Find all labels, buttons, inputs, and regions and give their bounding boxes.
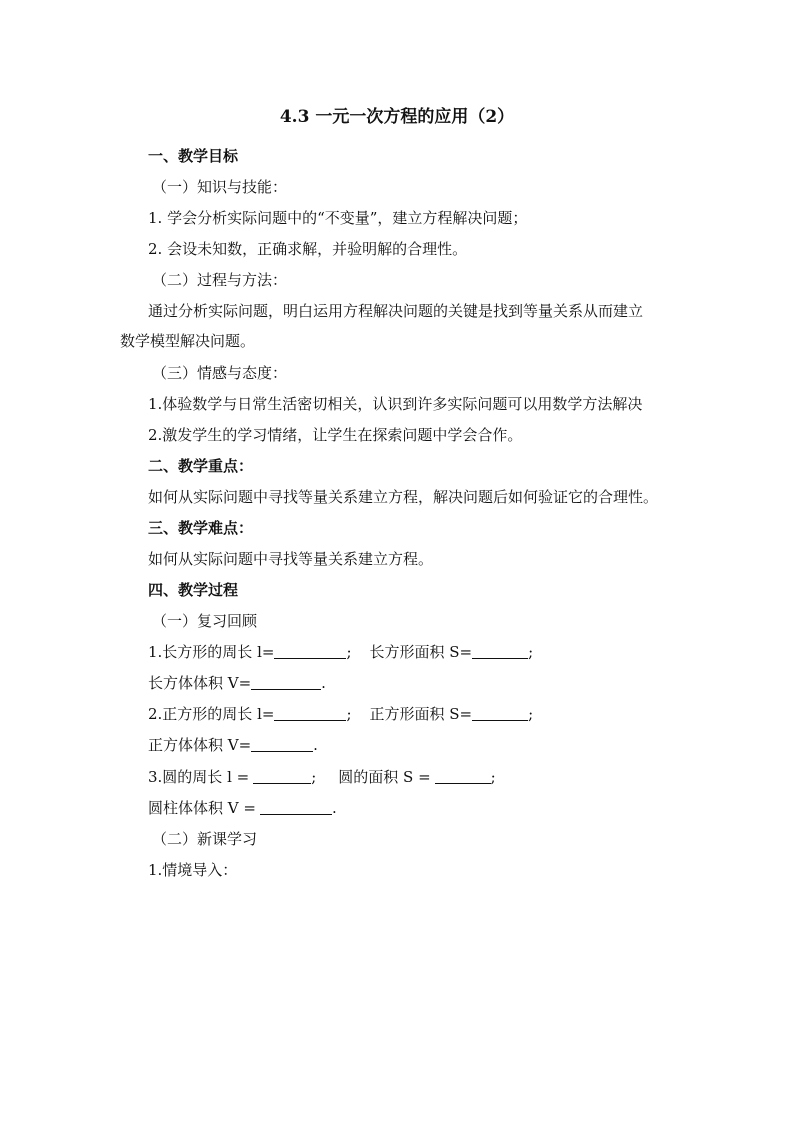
subheading-review: （一）复习回顾 <box>152 612 258 630</box>
q1-area-end: ; <box>528 643 534 661</box>
q3-volume-end: . <box>331 799 337 817</box>
scenario-intro-item: 1.情境导入： <box>148 861 238 879</box>
q1-perimeter-end: ; <box>346 643 352 661</box>
q2-area-end: ; <box>528 705 534 723</box>
review-question-1-row <box>148 642 533 662</box>
review-question-3-row <box>148 767 496 787</box>
difficulties-text: 如何从实际问题中寻找等量关系建立方程。 <box>148 550 434 568</box>
q3-circle-area-label: 圆的面积 S = <box>338 768 431 786</box>
q2-volume-end: . <box>313 736 318 754</box>
section-heading-teaching-process: 四、教学过程 <box>148 581 239 599</box>
q1-volume-end: . <box>321 674 326 692</box>
q3-area-end: ; <box>490 768 496 786</box>
q1-perimeter-blank[interactable] <box>274 644 346 659</box>
q2-volume-blank[interactable] <box>251 737 313 752</box>
subheading-knowledge-skills: （一）知识与技能： <box>152 178 288 196</box>
section-heading-key-points: 二、教学重点： <box>148 457 254 475</box>
q3-area-blank[interactable] <box>435 769 491 784</box>
subheading-emotion-attitude: （三）情感与态度： <box>152 364 288 382</box>
review-question-2-row <box>148 704 533 724</box>
subheading-process-methods: （二）过程与方法： <box>152 271 288 289</box>
attitude-item-2: 2.激发学生的学习情绪，让学生在探索问题中学会合作。 <box>148 426 523 444</box>
q2-perimeter-end: ; <box>346 705 352 723</box>
q2-area-blank[interactable] <box>472 706 528 721</box>
q3-cylinder-volume-label: 圆柱体体积 V = <box>148 799 256 817</box>
key-points-text: 如何从实际问题中寻找等量关系建立方程，解决问题后如何验证它的合理性。 <box>148 488 659 506</box>
section-heading-difficulties: 三、教学难点： <box>148 519 254 537</box>
q2-cube-volume-label: 正方体体积 V= <box>148 736 252 754</box>
q3-volume-blank[interactable] <box>260 800 332 815</box>
objective-item-1: 1. 学会分析实际问题中的“不变量”，建立方程解决问题； <box>148 209 528 227</box>
q2-perimeter-blank[interactable] <box>274 706 346 721</box>
q1-rectangle-perimeter-label: 1.长方形的周长 l= <box>148 643 275 661</box>
document-title: 4.3 一元一次方程的应用（2） <box>279 107 515 127</box>
attitude-item-1: 1.体验数学与日常生活密切相关，认识到许多实际问题可以用数学方法解决 <box>148 395 643 413</box>
process-paragraph-line-1: 通过分析实际问题，明白运用方程解决问题的关键是找到等量关系从而建立 <box>148 302 644 320</box>
review-question-3-volume-row <box>148 798 337 818</box>
q2-square-perimeter-label: 2.正方形的周长 l= <box>148 705 275 723</box>
subheading-new-lesson: （二）新课学习 <box>152 830 258 848</box>
process-paragraph-line-2: 数学模型解决问题。 <box>120 332 256 350</box>
q1-rectangle-area-label: 长方形面积 S= <box>369 643 473 661</box>
objective-item-2: 2. 会设未知数，正确求解，并验明解的合理性。 <box>148 240 468 258</box>
q1-cuboid-volume-label: 长方体体积 V= <box>148 674 252 692</box>
q3-circle-circumference-label: 3.圆的周长 l = <box>148 768 250 786</box>
q1-area-blank[interactable] <box>472 644 528 659</box>
review-question-2-volume-row <box>148 735 318 755</box>
q1-volume-blank[interactable] <box>251 675 321 690</box>
q3-circumference-end: ; <box>311 768 317 786</box>
section-heading-objectives: 一、教学目标 <box>148 147 239 165</box>
q2-square-area-label: 正方形面积 S= <box>369 705 473 723</box>
q3-circumference-blank[interactable] <box>253 769 311 784</box>
review-question-1-volume-row <box>148 673 326 693</box>
